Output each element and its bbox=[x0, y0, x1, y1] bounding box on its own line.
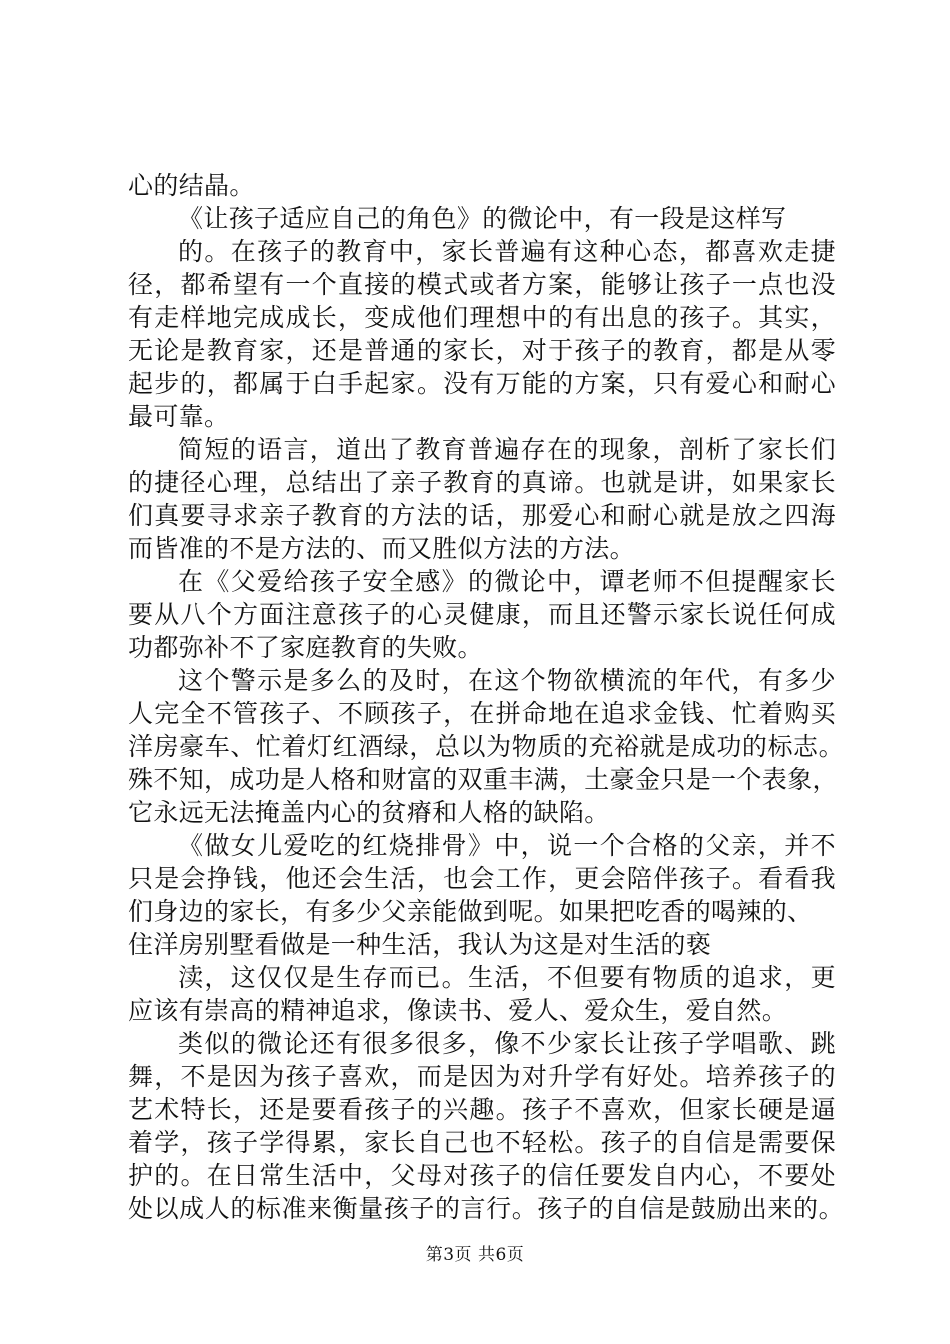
text-line: 洋房豪车、忙着灯红酒绿，总以为物质的充裕就是成功的标志。 bbox=[128, 732, 844, 761]
text-line: 在《父爱给孩子安全感》的微论中，谭老师不但提醒家长 bbox=[178, 567, 836, 596]
text-line: 而皆准的不是方法的、而又胜似方法的方法。 bbox=[128, 534, 636, 563]
text-line: 功都弥补不了家庭教育的失败。 bbox=[128, 633, 483, 662]
text-line: 类似的微论还有很多很多，像不少家长让孩子学唱歌、跳 bbox=[178, 1029, 836, 1058]
text-line: 最可靠。 bbox=[128, 402, 230, 431]
text-line: 护的。在日常生活中，父母对孩子的信任要发自内心，不要处 bbox=[128, 1161, 836, 1190]
text-line: 简短的语言，道出了教育普遍存在的现象，剖析了家长们 bbox=[178, 435, 836, 464]
text-line: 应该有崇高的精神追求，像读书、爱人、爱众生，爱自然。 bbox=[128, 996, 788, 1025]
text-line: 的捷径心理，总结出了亲子教育的真谛。也就是讲，如果家长 bbox=[128, 468, 836, 497]
text-line: 艺术特长，还是要看孩子的兴趣。孩子不喜欢，但家长硬是逼 bbox=[128, 1095, 836, 1124]
text-line: 殊不知，成功是人格和财富的双重丰满，土豪金只是一个表象， bbox=[128, 765, 838, 794]
text-line: 人完全不管孩子、不顾孩子，在拼命地在追求金钱、忙着购买 bbox=[128, 699, 836, 728]
text-line: 它永远无法掩盖内心的贫瘠和人格的缺陷。 bbox=[128, 798, 610, 827]
text-line: 这个警示是多么的及时，在这个物欲横流的年代，有多少 bbox=[178, 666, 836, 695]
page-number-footer: 第3页 共6页 bbox=[425, 1245, 525, 1265]
text-line: 着学，孩子学得累，家长自己也不轻松。孩子的自信是需要保 bbox=[128, 1128, 836, 1157]
text-line: 们身边的家长，有多少父亲能做到呢。如果把吃香的喝辣的、 bbox=[128, 897, 813, 926]
text-line: 《做女儿爱吃的红烧排骨》中，说一个合格的父亲，并不 bbox=[178, 831, 836, 860]
text-line: 有走样地完成成长，变成他们理想中的有出息的孩子。其实， bbox=[128, 303, 836, 332]
text-line: 无论是教育家，还是普通的家长，对于孩子的教育，都是从零 bbox=[128, 336, 836, 365]
text-line: 渎，这仅仅是生存而已。生活，不但要有物质的追求，更 bbox=[178, 963, 836, 992]
text-line: 只是会挣钱，他还会生活，也会工作，更会陪伴孩子。看看我 bbox=[128, 864, 836, 893]
text-line: 们真要寻求亲子教育的方法的话，那爱心和耐心就是放之四海 bbox=[128, 501, 836, 530]
text-line: 住洋房别墅看做是一种生活，我认为这是对生活的亵 bbox=[128, 930, 712, 959]
text-line: 心的结晶。 bbox=[128, 171, 255, 200]
text-line: 径，都希望有一个直接的模式或者方案，能够让孩子一点也没 bbox=[128, 270, 836, 299]
text-line: 要从八个方面注意孩子的心灵健康，而且还警示家长说任何成 bbox=[128, 600, 836, 629]
text-line: 舞，不是因为孩子喜欢，而是因为对升学有好处。培养孩子的 bbox=[128, 1062, 836, 1091]
text-line: 处以成人的标准来衡量孩子的言行。孩子的自信是鼓励出来的。 bbox=[128, 1194, 844, 1223]
text-line: 的。在孩子的教育中，家长普遍有这种心态，都喜欢走捷 bbox=[178, 237, 836, 266]
text-line: 《让孩子适应自己的角色》的微论中，有一段是这样写 bbox=[178, 204, 787, 233]
text-line: 起步的，都属于白手起家。没有万能的方案，只有爱心和耐心 bbox=[128, 369, 836, 398]
